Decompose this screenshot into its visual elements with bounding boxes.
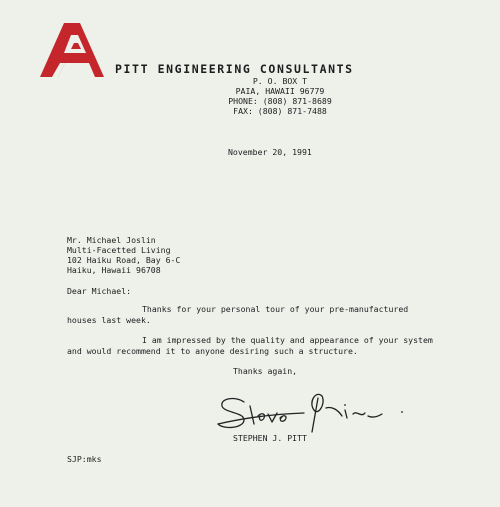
signer-name: STEPHEN J. PITT bbox=[233, 433, 307, 443]
letter-date: November 20, 1991 bbox=[228, 147, 312, 157]
recipient-street: 102 Haiku Road, Bay 6-C bbox=[67, 255, 181, 265]
handwritten-signature bbox=[214, 388, 414, 438]
recipient-company: Multi-Facetted Living bbox=[67, 245, 171, 255]
phone-number: PHONE: (808) 871-8689 bbox=[228, 96, 332, 106]
company-name: PITT ENGINEERING CONSULTANTS bbox=[115, 62, 354, 76]
fax-number: FAX: (808) 871-7488 bbox=[233, 106, 327, 116]
typist-initials: SJP:mks bbox=[67, 454, 102, 464]
paragraph-2-line-2: and would recommend it to anyone desiring such a structure. bbox=[67, 346, 358, 356]
paragraph-1-line-2: houses last week. bbox=[67, 315, 151, 325]
recipient-city: Haiku, Hawaii 96708 bbox=[67, 265, 161, 275]
city-state: PAIA, HAWAII 96779 bbox=[235, 86, 325, 96]
po-box: P. O. BOX T bbox=[252, 76, 308, 86]
paragraph-1-line-1: Thanks for your personal tour of your pre-manufactured bbox=[142, 304, 409, 314]
company-logo-icon bbox=[38, 19, 106, 79]
recipient-name: Mr. Michael Joslin bbox=[67, 235, 156, 245]
salutation: Dear Michael: bbox=[67, 286, 132, 296]
paragraph-2-line-1: I am impressed by the quality and appearance of your system bbox=[142, 335, 433, 345]
closing: Thanks again, bbox=[233, 366, 298, 376]
